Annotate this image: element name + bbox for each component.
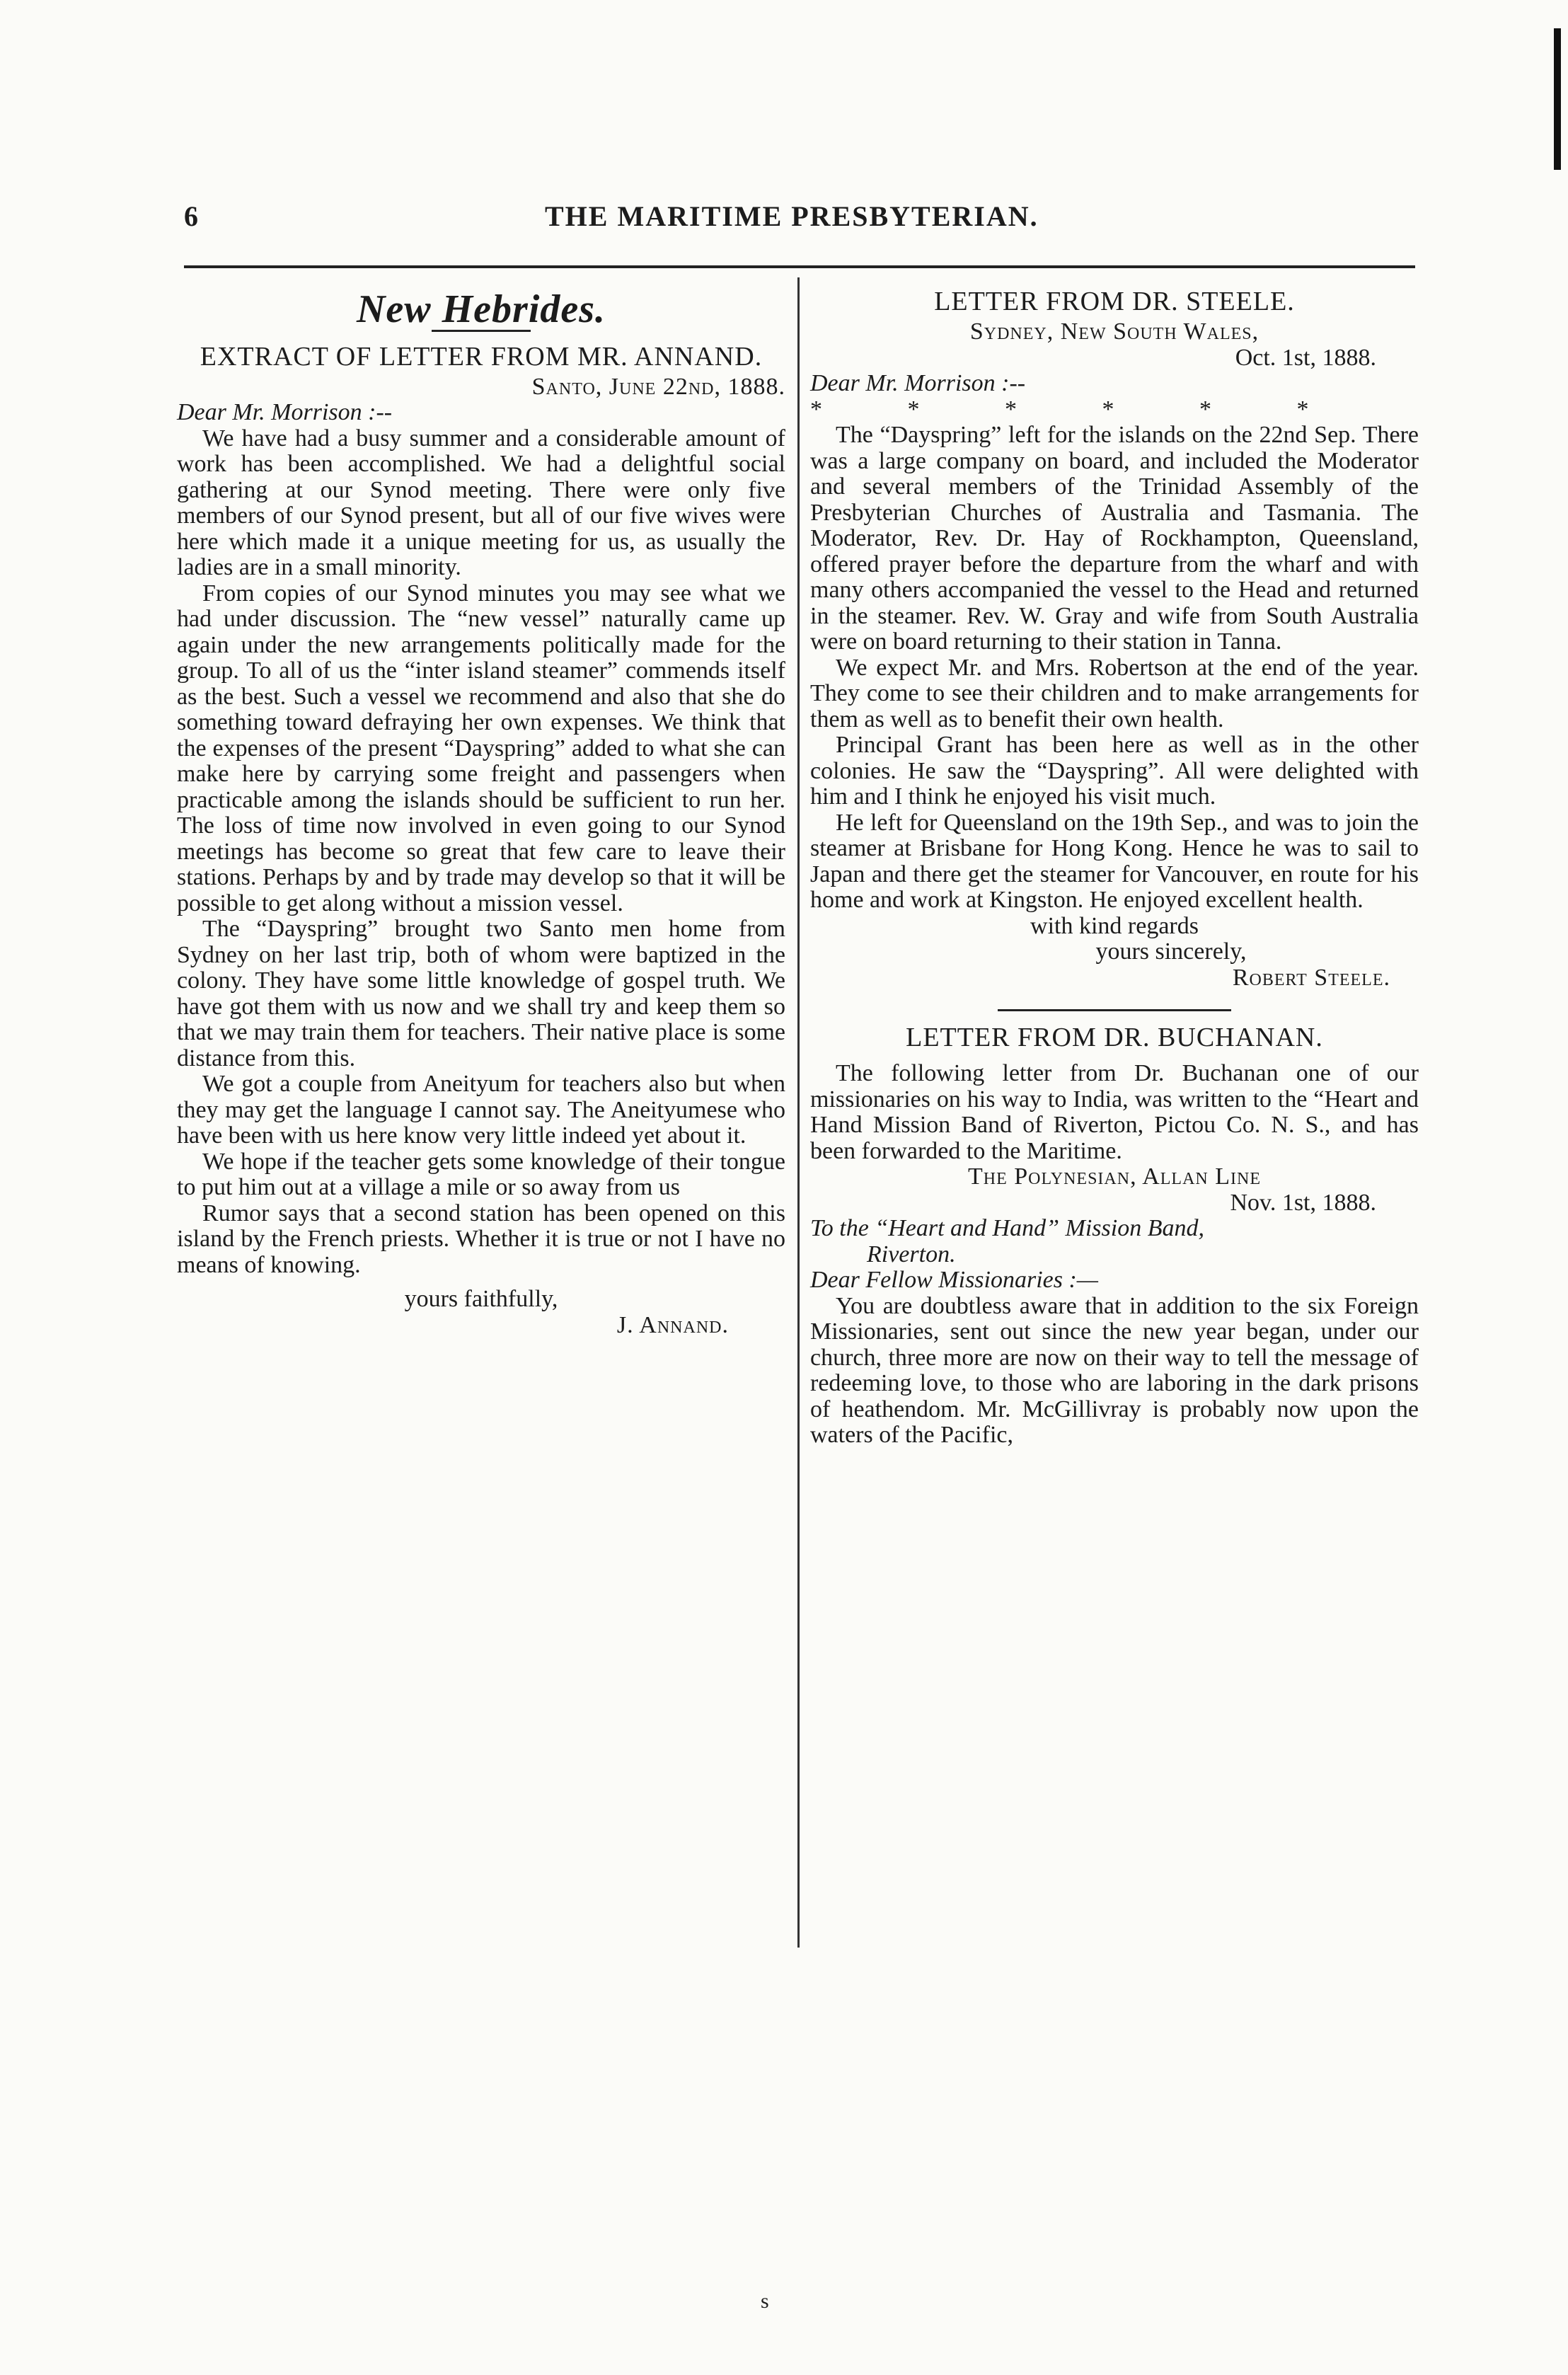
dateline-sydney: Sydney, New South Wales,: [969, 318, 1259, 345]
intro-buchanan: The following letter from Dr. Buchanan one of our missionaries on his way to India, was written to the “Heart and Hand Mission Band of Riverton, Pictou Co. N. S., and has been forwarded to the Maritime.: [810, 1060, 1419, 1164]
dateline-polynesian: The Polynesian, Allan Line: [967, 1163, 1261, 1190]
journal-title: THE MARITIME PRESBYTERIAN.: [545, 200, 1039, 232]
closing-steele-2: yours sincerely,: [1095, 938, 1247, 965]
dateline-oct: Oct. 1st, 1888.: [1235, 344, 1376, 371]
address-mission-band: To the “Heart and Hand” Mission Band,: [810, 1215, 1204, 1241]
paragraph: The “Dayspring” brought two Santo men home from Sydney on her last trip, both of whom were baptized in the colony. They have some little knowledge of gospel truth. We have got them with us now and we shall try and keep them so that we may train them for teachers. Their native place is some distance from this.: [177, 916, 785, 1071]
article-rule: [998, 1009, 1231, 1011]
left-column: [177, 287, 785, 1338]
article-title-buchanan: LETTER FROM DR. BUCHANAN.: [906, 1023, 1323, 1052]
section-title: New Hebrides.: [356, 287, 606, 331]
paragraph: We expect Mr. and Mrs. Robertson at the end of the year. They come to see their children and to make arrangements for them as well as to benefit their own health.: [810, 654, 1419, 732]
article-title-steele: LETTER FROM DR. STEELE.: [934, 287, 1295, 316]
closing-annand: yours faithfully,: [404, 1286, 558, 1312]
footer-mark: s: [761, 2289, 769, 2313]
article-title-annand: EXTRACT OF LETTER FROM MR. ANNAND.: [200, 341, 763, 372]
paragraph: From copies of our Synod minutes you may see what we had under discussion. The “new vessel” naturally came up again under the new arrangements politically made for the group. To all of us the “inter island steamer” commends itself as the best. Such a vessel we recommend and also that she do something toward defraying her own expenses. We think that the expenses of the present “Dayspring” added to what she can make here by carrying some freight and passengers when practicable among the islands should be sufficient to run her. The loss of time now involved in even going to our Synod meetings has become so great that few care to leave their stations. Perhaps by and by trade may develop so that it will be possible to get along without a mission vessel.: [177, 580, 785, 916]
signature-annand: J. Annand.: [616, 1311, 729, 1338]
paragraph: Principal Grant has been here as well as in the other colonies. He saw the “Dayspring”. All were delighted with him and I think he enjoyed his visit much.: [810, 732, 1419, 810]
address-riverton: Riverton.: [867, 1241, 956, 1267]
paragraph: The “Dayspring” left for the islands on the 22nd Sep. There was a large company on board, and included the Moderator and several members of the Trinidad Assembly of the Presbyterian Churches of Australia and Tasmania. The Moderator, Rev. Dr. Hay of Rockhampton, Queensland, offered prayer before the departure from the wharf and with many others accompanied the vessel to the Head and returned in the steamer. Rev. W. Gray and wife from South Australia were on board returning to their station in Tanna.: [810, 422, 1419, 655]
paragraph: We have had a busy summer and a considerable amount of work has been accomplished. We had a delightful social gathering at our Synod meeting. There were only five members of our Synod present, but all of our five wives were here which made it a unique meeting for us, as usually the ladies are in a small minority.: [177, 425, 785, 580]
salutation-steele: Dear Mr. Morrison :--: [810, 370, 1026, 396]
dateline-nov: Nov. 1st, 1888.: [1230, 1189, 1376, 1216]
paragraph: You are doubtless aware that in addition to the six Foreign Missionaries, sent out since the new year began, under our church, three more are now on their way to tell the message of redeeming love, to those who are laboring in the dark prisons of heathendom. Mr. McGillivray is probably now upon the waters of the Pacific,: [810, 1292, 1419, 1448]
right-column: [810, 287, 1419, 1449]
header-rule: [184, 265, 1415, 268]
page-number: 6: [184, 200, 198, 232]
paragraph: We hope if the teacher gets some knowledge of their tongue to put him out at a village a mile or so away from us: [177, 1148, 785, 1200]
ellipsis-stars: * * * * * *: [810, 396, 1349, 422]
salutation-buchanan: Dear Fellow Missionaries :—: [810, 1267, 1099, 1293]
paragraph: We got a couple from Aneityum for teachers also but when they may get the language I cannot say. The Aneityumese who have been with us here know very little indeed yet about it.: [177, 1071, 785, 1149]
dateline-santo: Santo, June 22nd, 1888.: [531, 373, 785, 400]
salutation-annand: Dear Mr. Morrison :--: [177, 399, 393, 425]
column-divider: [797, 277, 800, 1948]
signature-steele: Robert Steele.: [1232, 964, 1390, 991]
paragraph: He left for Queensland on the 19th Sep., and was to join the steamer at Brisbane for Hong Kong. Hence he was to sail to Japan and there get the steamer for Vancouver, en route for his home and work at Kingston. He enjoyed excellent health.: [810, 809, 1419, 913]
running-head: [177, 200, 1422, 242]
closing-steele-1: with kind regards: [1030, 912, 1199, 939]
page-edge-mark: [1535, 28, 1561, 170]
paragraph: Rumor says that a second station has been opened on this island by the French priests. Whether it is true or not I have no means of knowing.: [177, 1200, 785, 1278]
